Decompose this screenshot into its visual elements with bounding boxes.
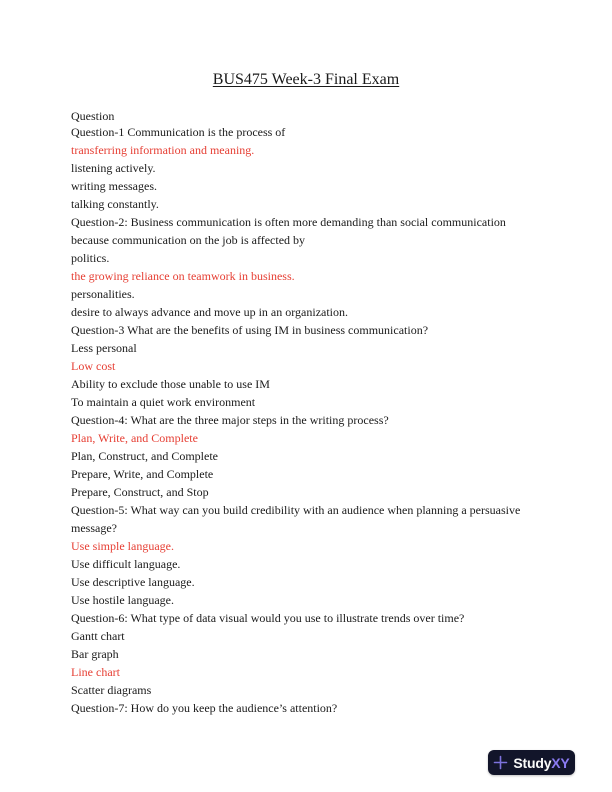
studyxy-logo	[488, 750, 575, 775]
plus-icon	[493, 755, 508, 770]
document-line: To maintain a quiet work environment	[71, 395, 256, 409]
document-line: Question-3 What are the benefits of using IM in business communication?	[71, 323, 429, 337]
document-line: Line chart	[71, 665, 120, 679]
document-line: the growing reliance on teamwork in business.	[71, 269, 295, 283]
document-line: Low cost	[71, 359, 116, 373]
document-line: Plan, Construct, and Complete	[71, 449, 218, 463]
document-line: Use hostile language.	[71, 593, 174, 607]
page-title: BUS475 Week-3 Final Exam	[212, 71, 400, 88]
document-line: because communication on the job is affected by	[71, 233, 306, 247]
document-line: Question-6: What type of data visual would you use to illustrate trends over time?	[71, 611, 465, 625]
document-line: Question	[71, 109, 115, 123]
document-line: desire to always advance and move up in an organization.	[71, 305, 349, 319]
document-line: Less personal	[71, 341, 137, 355]
document-line: talking constantly.	[71, 197, 159, 211]
logo-text-secondary: XY	[551, 754, 570, 771]
document-line: Question-2: Business communication is often more demanding than social communication	[71, 215, 506, 229]
document-line: message?	[71, 521, 117, 535]
document-line: Question-1 Communication is the process of	[71, 125, 286, 139]
logo-text	[513, 755, 569, 771]
document-line: Prepare, Construct, and Stop	[71, 485, 209, 499]
document-line: personalities.	[71, 287, 135, 301]
document-line: transferring information and meaning.	[71, 143, 255, 157]
document-line: Bar graph	[71, 647, 119, 661]
document-line: Scatter diagrams	[71, 683, 152, 697]
document-line: Prepare, Write, and Complete	[71, 467, 214, 481]
document-line: Question-7: How do you keep the audience’s attention?	[71, 701, 338, 715]
document-line: Plan, Write, and Complete	[71, 431, 198, 445]
document-line: writing messages.	[71, 179, 157, 193]
document-line: Ability to exclude those unable to use IM	[71, 377, 270, 391]
document-line: Use difficult language.	[71, 557, 181, 571]
document-line: Use descriptive language.	[71, 575, 195, 589]
document-body	[71, 109, 582, 717]
document-line: Question-4: What are the three major steps in the writing process?	[71, 413, 389, 427]
document-line: Gantt chart	[71, 629, 125, 643]
logo-text-primary: Study	[513, 754, 552, 771]
document-line: Use simple language.	[71, 539, 174, 553]
document-line: Question-5: What way can you build credibility with an audience when planning a persuasive	[71, 503, 521, 517]
document-line: politics.	[71, 251, 110, 265]
document-line: listening actively.	[71, 161, 156, 175]
